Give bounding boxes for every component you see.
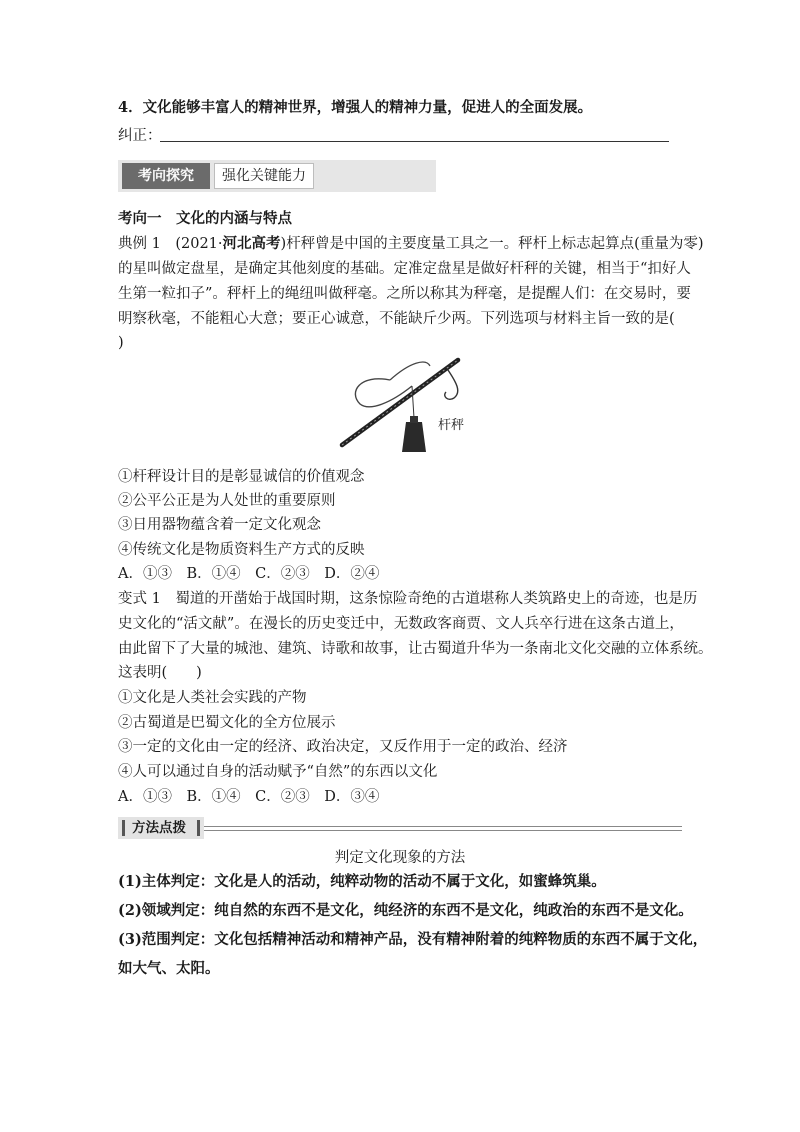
method-title: 判定文化现象的方法 bbox=[334, 850, 466, 866]
example-1-line-1: 典例 1 (2021·河北高考)杆秤曾是中国的主要度量工具之一。秤杆上标志起算点(重量为零) bbox=[118, 235, 704, 252]
example-label: 典例 1 (2021· bbox=[118, 236, 223, 252]
steelyard-image bbox=[330, 352, 480, 462]
example-option-2: ②公平公正是为人处世的重要原则 bbox=[118, 493, 336, 509]
topic-title: 考向一 文化的内涵与特点 bbox=[118, 210, 292, 227]
example-text-1: 杆秤曾是中国的主要度量工具之一。秤杆上标志起算点(重量为零) bbox=[286, 236, 704, 252]
method-line-4: 如大气、太阳。 bbox=[118, 960, 220, 977]
example-option-1: ①杆秤设计目的是彰显诚信的价值观念 bbox=[118, 469, 365, 485]
method-divider bbox=[204, 826, 682, 831]
example-option-4: ④传统文化是物质资料生产方式的反映 bbox=[118, 542, 365, 558]
correction-label: 纠正： bbox=[118, 128, 162, 144]
section-header bbox=[118, 160, 436, 192]
variant-1-line-4: 这表明( ) bbox=[118, 665, 202, 681]
example-1-line-2: 的星叫做定盘星，是确定其他刻度的基础。定准定盘星是做好杆秤的关键，相当于“扣好人 bbox=[118, 261, 691, 277]
example-source: 河北高考 bbox=[222, 235, 281, 252]
steelyard-caption: 杆秤 bbox=[438, 418, 465, 433]
variant-1-line-2: 史文化的“活文献”。在漫长的历史变迁中，无数政客商贾、文人兵卒行进在这条古道上， bbox=[118, 616, 684, 632]
correction-blank-line bbox=[160, 141, 669, 142]
method-tip-label: 方法点拨 bbox=[132, 820, 186, 836]
variant-option-3: ③一定的文化由一定的经济、政治决定，又反作用于一定的政治、经济 bbox=[118, 739, 568, 755]
section-header-primary: 考向探究 bbox=[122, 163, 210, 189]
example-1-line-4: 明察秋毫，不能粗心大意；要正心诚意，不能缺斤少两。下列选项与材料主旨一致的是( bbox=[118, 311, 675, 327]
variant-option-2: ②古蜀道是巴蜀文化的全方位展示 bbox=[118, 715, 336, 731]
example-1-line-3: 生第一粒扣子”。秤杆上的绳纽叫做秤毫。之所以称其为秤毫，是提醒人们：在交易时，要 bbox=[118, 286, 691, 302]
example-option-3: ③日用器物蕴含着一定文化观念 bbox=[118, 517, 321, 533]
section-header-secondary: 强化关键能力 bbox=[214, 163, 314, 189]
variant-option-1: ①文化是人类社会实践的产物 bbox=[118, 690, 307, 706]
item-4-text: 4．文化能够丰富人的精神世界，增强人的精神力量，促进人的全面发展。 bbox=[118, 99, 593, 116]
method-line-1: (1)主体判定：文化是人的活动，纯粹动物的活动不属于文化，如蜜蜂筑巢。 bbox=[118, 873, 606, 890]
variant-option-4: ④人可以通过自身的活动赋予“自然”的东西以文化 bbox=[118, 764, 438, 780]
method-tick-left bbox=[122, 820, 125, 836]
example-1-line-5: ) bbox=[118, 335, 124, 351]
example-choices: A．①③ B．①④ C．②③ D．②④ bbox=[118, 566, 380, 582]
method-line-2: (2)领域判定：纯自然的东西不是文化，纯经济的东西不是文化，纯政治的东西不是文化。 bbox=[118, 902, 693, 919]
method-line-3: (3)范围判定：文化包括精神活动和精神产品，没有精神附着的纯粹物质的东西不属于文化， bbox=[118, 931, 708, 948]
method-tip-badge bbox=[118, 817, 204, 839]
variant-choices: A．①③ B．①④ C．②③ D．③④ bbox=[118, 789, 380, 805]
variant-1-line-1: 变式 1 蜀道的开凿始于战国时期，这条惊险奇绝的古道堪称人类筑路史上的奇迹，也是历 bbox=[118, 591, 698, 607]
variant-1-line-3: 由此留下了大量的城池、建筑、诗歌和故事，让古蜀道升华为一条南北文化交融的立体系统。 bbox=[118, 641, 713, 657]
method-tick-right bbox=[197, 820, 200, 836]
